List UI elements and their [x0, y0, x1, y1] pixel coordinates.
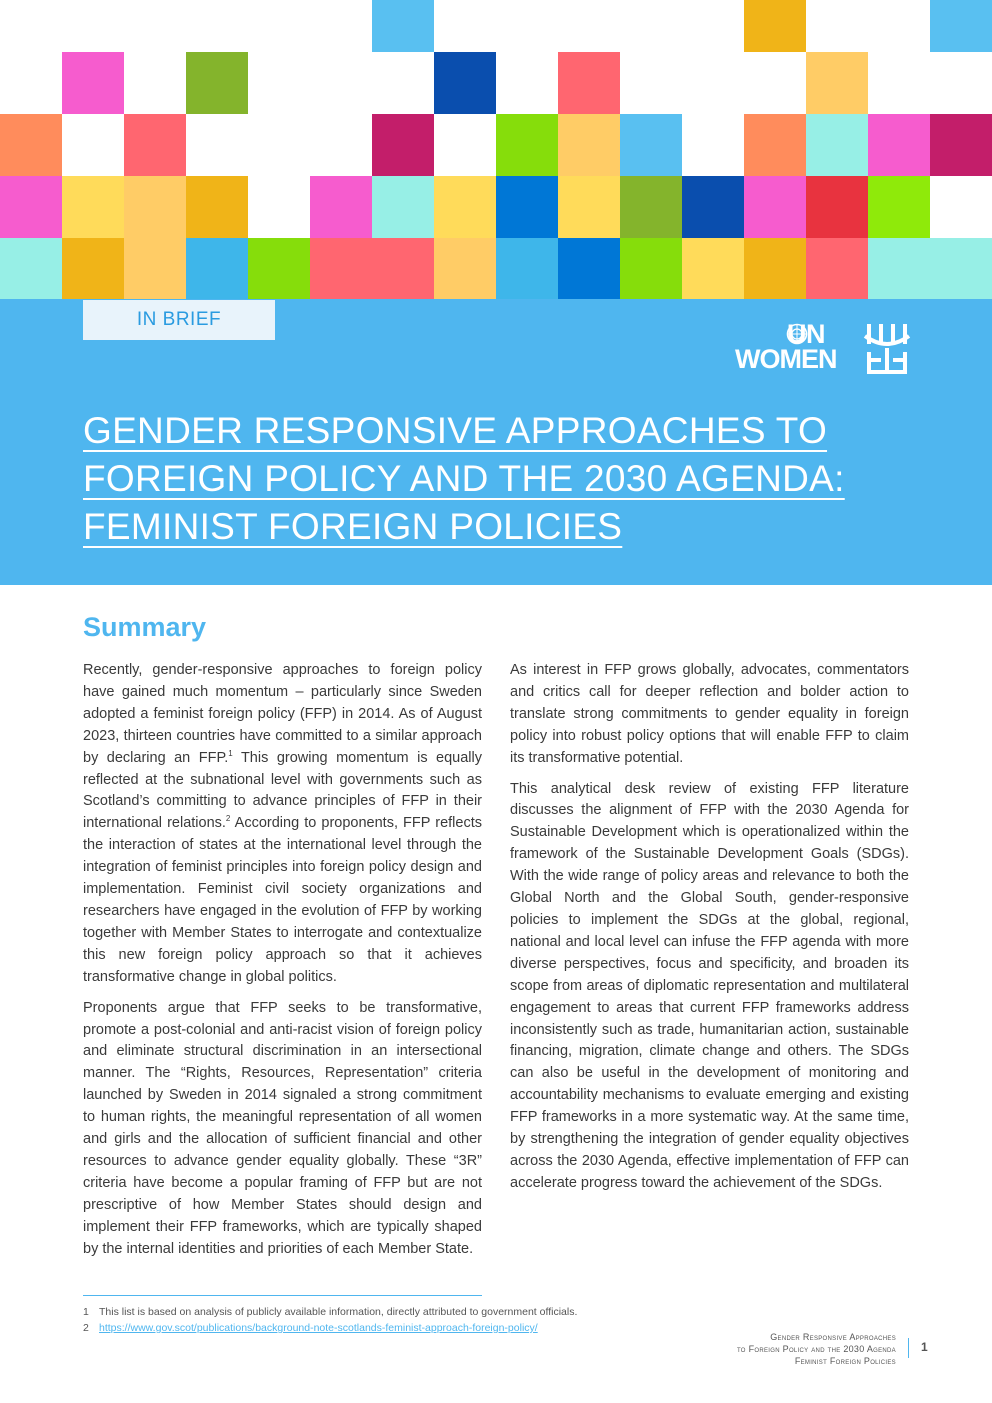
mosaic-tile: [62, 176, 124, 238]
paragraph-text: Recently, gender-responsive approaches to foreign policy have gained much momentum – particularly since Sweden adopted a feminist foreign policy (FFP) in 2014. As of August 2023, thirteen countries have committed to a similar approach by declaring an FFP.: [83, 662, 482, 766]
mosaic-tile: [434, 176, 496, 238]
mosaic-tile: [868, 238, 930, 300]
un-women-logo: [735, 319, 911, 376]
mosaic-tile: [186, 52, 248, 114]
footnote-divider: [83, 1295, 482, 1296]
footnote: [83, 1322, 538, 1334]
mosaic-tile: [558, 176, 620, 238]
mosaic-tile: [62, 238, 124, 300]
mosaic-tile: [372, 238, 434, 300]
mosaic-tile: [372, 0, 434, 52]
footnote-number: 1: [83, 1306, 89, 1318]
mosaic-tile: [806, 52, 868, 114]
mosaic-tile: [496, 114, 558, 176]
mosaic-tile: [868, 176, 930, 238]
mosaic-tile: [744, 114, 806, 176]
mosaic-tile: [248, 238, 310, 300]
page-number: 1: [921, 1340, 928, 1354]
page-number-separator: [908, 1338, 909, 1358]
running-title-line: Feminist Foreign Policies: [794, 1356, 896, 1366]
summary-heading: Summary: [83, 612, 207, 642]
summary-left-column: [83, 660, 482, 1269]
title-line: GENDER RESPONSIVE APPROACHES TO: [83, 410, 828, 451]
footnote-link[interactable]: https://www.gov.scot/publications/background-note-scotlands-feminist-approach-foreign-policy/: [99, 1322, 538, 1334]
summary-paragraph: As interest in FFP grows globally, advocates, commentators and critics call for deeper reflection and bolder action to translate strong commitments to gender equality in foreign policy into robust policy options that will enable FFP to claim its transformative potential.: [510, 662, 909, 766]
paragraph-text: According to proponents, FFP reflects the interaction of states at the international level through the integration of feminist principles into foreign policy design and implementation. Feminist civil society organizations and researchers have engaged in the evolution of FFP by working together with Member States to interrogate and contextualize this new foreign policy approach so that it achieves transformative change in global politics.: [83, 815, 482, 985]
running-title-line: Gender Responsive Approaches: [770, 1332, 896, 1342]
mosaic-tile: [496, 238, 558, 300]
footnote-text: This list is based on analysis of publicly available information, directly attributed to government officials.: [99, 1306, 578, 1318]
mosaic-tile: [744, 0, 806, 52]
mosaic-tile: [744, 238, 806, 300]
mosaic-tile: [124, 238, 186, 300]
mosaic-tile: [868, 114, 930, 176]
mosaic-tile: [310, 238, 372, 300]
mosaic-tile: [124, 176, 186, 238]
mosaic-tile: [186, 176, 248, 238]
mosaic-tile: [620, 114, 682, 176]
mosaic-tile: [620, 176, 682, 238]
mosaic-tile: [310, 176, 372, 238]
mosaic-tile: [372, 114, 434, 176]
mosaic-tile: [434, 52, 496, 114]
mosaic-tile: [620, 238, 682, 300]
document-title: [83, 407, 943, 551]
running-title: [596, 1331, 896, 1367]
mosaic-tile: [434, 238, 496, 300]
mosaic-tile: [744, 176, 806, 238]
header-mosaic: [0, 0, 992, 300]
mosaic-tile: [0, 176, 62, 238]
footnote-ref[interactable]: 2: [225, 814, 231, 824]
in-brief-label: IN BRIEF: [83, 300, 275, 340]
summary-right-column: [510, 660, 909, 1204]
summary-paragraph: This analytical desk review of existing FFP literature discusses the alignment of FFP with the 2030 Agenda for Sustainable Development which is operationalized within the framework of the Sustainable Development Goals (SDGs). With the wide range of policy areas and relevance to both the Global North and the Global South, gender-responsive policies to implement the SDGs at the global, regional, national and local level can infuse the FFP agenda with more diverse perspectives, focus and specificity, and broaden its scope from areas of diplomatic representation and multilateral engagement to areas that current FFP frameworks address inconsistently such as trade, humanitarian action, sustainable financing, migration, climate change and others. The SDGs can also be useful in the development of monitoring and accountability mechanisms to evaluate emerging and existing FFP frameworks in a more systematic way. At the same time, by strengthening the integration of gender equality objectives across the 2030 Agenda, effective implementation of FFP can accelerate progress toward the achievement of the SDGs.: [510, 780, 909, 1191]
mosaic-tile: [806, 114, 868, 176]
summary-paragraph: [83, 998, 482, 1261]
paragraph-text: This growing momentum is equally reflected at the subnational level with governments such as Scotland’s committing to advance principles of FFP in their international relations.: [83, 749, 482, 832]
mosaic-tile: [806, 176, 868, 238]
mosaic-tile: [0, 114, 62, 176]
mosaic-tile: [558, 238, 620, 300]
mosaic-tile: [682, 238, 744, 300]
mosaic-tile: [496, 176, 558, 238]
mosaic-tile: [558, 114, 620, 176]
paragraph-text: Proponents argue that FFP seeks to be transformative, promote a post-colonial and anti-racist vision of foreign policy and eliminate structural discrimination in an intersectional manner. The “Rights, Resources, Representation” criteria launched by Sweden in 2014 signaled a strong commitment to human rights, the meaningful representation of all women and girls and the allocation of sufficient financial and other resources to advance gender equality globally. These “3R” criteria have become a popular framing of FFP but are not prescriptive of how Member States should design and implement their FFP frameworks, which are typically shaped by the internal identities and priorities of each Member State.: [83, 999, 482, 1257]
mosaic-tile: [62, 52, 124, 114]
mosaic-tile: [372, 176, 434, 238]
mosaic-tile: [930, 238, 992, 300]
mosaic-tile: [806, 238, 868, 300]
logo-un-text: UN: [787, 319, 825, 349]
mosaic-tile: [930, 0, 992, 52]
running-title-line: to Foreign Policy and the 2030 Agenda: [736, 1344, 896, 1354]
mosaic-tile: [682, 176, 744, 238]
mosaic-tile: [124, 114, 186, 176]
title-line: FOREIGN POLICY AND THE 2030 AGENDA:: [83, 458, 845, 499]
mosaic-tile: [0, 238, 62, 300]
footnote-ref[interactable]: 1: [228, 748, 233, 758]
title-line: FEMINIST FOREIGN POLICIES: [83, 506, 623, 547]
mosaic-tile: [558, 52, 620, 114]
un-women-mark-icon: [863, 322, 911, 376]
mosaic-tile: [186, 238, 248, 300]
footnote-number: 2: [83, 1322, 89, 1334]
mosaic-tile: [930, 114, 992, 176]
logo-women-text: WOMEN: [735, 344, 837, 374]
summary-paragraph: [83, 660, 482, 989]
footnote: [83, 1306, 577, 1318]
